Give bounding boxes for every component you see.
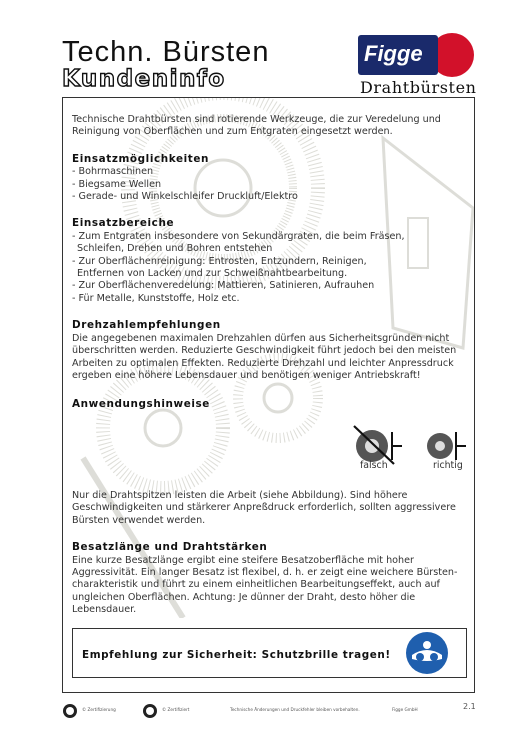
- section-besatz: [72, 541, 470, 616]
- list-item: - Gerade- und Winkelschleifer Druckluft/Elektro: [72, 191, 298, 203]
- list-item: Schleifen, Drehen und Bohren entstehen: [77, 243, 273, 255]
- heading-einsatz: Einsatzmöglichkeiten: [72, 152, 210, 165]
- list-item: - Zum Entgraten insbesondere von Sekundärgraten, die beim Fräsen,: [72, 230, 405, 242]
- footer-cert-1: © Zertifizierung: [82, 707, 116, 712]
- list-item: - Biegsame Wellen: [72, 178, 162, 190]
- list-item: - Für Metalle, Kunststoffe, Holz etc.: [72, 292, 240, 304]
- cert-seal-icon: [62, 703, 78, 719]
- page-number: 2.1: [463, 702, 476, 711]
- list-item: - Bohrmaschinen: [72, 166, 154, 178]
- list-item: - Zur Oberflächenveredelung: Mattieren, Satinieren, Aufrauhen: [72, 280, 375, 292]
- heading-drehzahl: Drehzahlempfehlungen: [72, 319, 221, 332]
- anwendung-text: Nur die Drahtspitzen leisten die Arbeit (siehe Abbildung). Sind höhere Geschwindigkeiten und stärkerer Anpreßdruck erforderlich, sollten aggressivere Bürsten verwendet werden.: [72, 490, 456, 526]
- section-einsatz: [72, 153, 470, 204]
- list-item: Entfernen von Lacken und zur Schweißnahtbearbeitung.: [77, 268, 348, 280]
- title-line2: Kundeninfo: [62, 66, 226, 92]
- page-footer: [62, 701, 475, 721]
- bottom-content: [72, 490, 470, 631]
- drehzahl-text: Die angegebenen maximalen Drehzahlen dürfen aus Sicherheitsgründen nicht überschritten werden. Reduzierte Geschwindigkeit führt jedoch bei den meisten Arbeiten zu optimalen Effekten. Reduzierte Drehzahl und leichter Anpressdruck ergeben eine höhere Lebensdauer und benötigen weniger Antriebskraft!: [72, 332, 457, 381]
- besatz-text: Eine kurze Besatzlänge ergibt eine steifere Besatzoberfläche mit hoher Aggressivität. Ein langer Besatz ist flexibel, d. h. er zeigt eine weichere Bürsten-charakteristik und führt zu einem einheitlichen Bearbeitungseffekt, auch auf ungleichen Oberflächen. Achtung: Je dünner der Draht, desto höher die Lebensdauer.: [72, 554, 458, 616]
- footer-cert-2: © Zertifiziert: [162, 707, 190, 712]
- label-right: richtig: [433, 460, 463, 471]
- list-item: - Zur Oberflächenreinigung: Entrosten, Entzundern, Reinigen,: [72, 255, 367, 267]
- section-anwendung: [72, 398, 470, 411]
- section-bereiche: [72, 217, 470, 305]
- safety-goggles-icon: [405, 631, 449, 675]
- safety-text: Empfehlung zur Sicherheit: Schutzbrille tragen!: [82, 649, 391, 661]
- safety-box: [72, 628, 467, 678]
- content-frame: [62, 97, 475, 693]
- footer-brand: Figge GmbH: [392, 707, 418, 712]
- intro-paragraph: Technische Drahtbürsten sind rotierende Werkzeuge, die zur Veredelung und Reinigung von Oberflächen und zum Entgraten eingesetzt werden.: [72, 114, 441, 138]
- heading-bereiche: Einsatzbereiche: [72, 217, 175, 230]
- footer-disclaimer: Technische Änderungen und Druckfehler bleiben vorbehalten.: [230, 707, 360, 712]
- figge-logo: [358, 35, 476, 75]
- logo-text: Figge: [364, 41, 423, 66]
- label-wrong: falsch: [360, 460, 388, 471]
- heading-anwendung: Anwendungshinweise: [72, 398, 210, 410]
- section-drehzahl: [72, 319, 470, 382]
- heading-besatz: Besatzlänge und Drahtstärken: [72, 541, 268, 554]
- title-line1: Techn. Bürsten: [62, 36, 270, 68]
- cert-seal-icon: [142, 703, 158, 719]
- main-content: [72, 114, 470, 396]
- logo-subtitle: Drahtbürsten: [360, 78, 477, 97]
